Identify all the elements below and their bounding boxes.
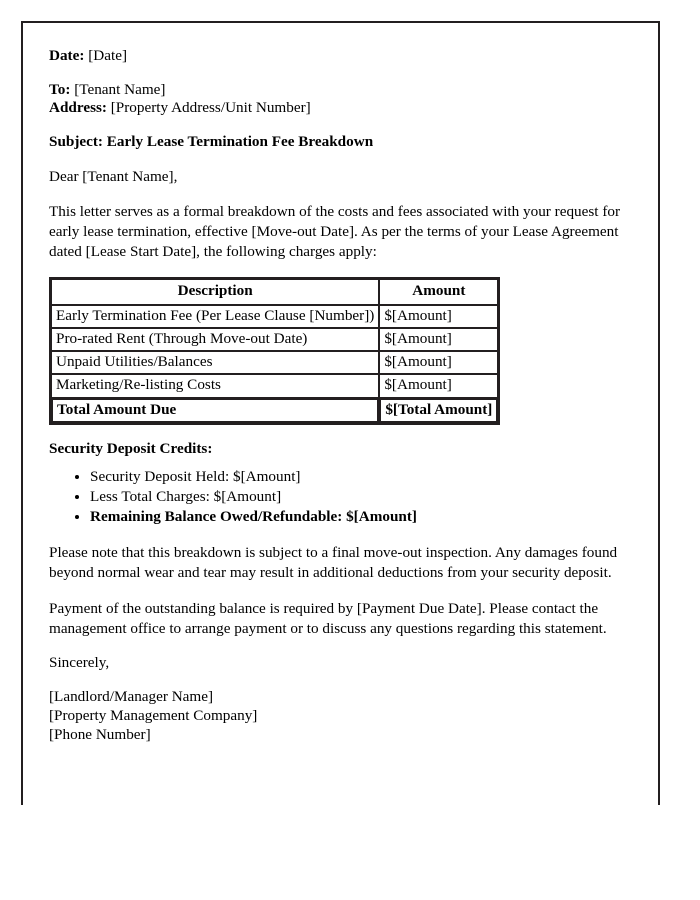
- signature-name: [Landlord/Manager Name]: [49, 687, 214, 705]
- total-label: Total Amount Due: [51, 398, 379, 423]
- charges-table: [49, 277, 500, 424]
- letter-document: [49, 47, 629, 744]
- recipient-block: [49, 81, 629, 117]
- table-row: [51, 351, 498, 374]
- table-row: [51, 374, 498, 397]
- table-header-row: [51, 279, 498, 304]
- deposit-section-heading: Security Deposit Credits:: [49, 439, 213, 457]
- deposit-credits-list: [49, 467, 629, 526]
- subject-line: Subject: Early Lease Termination Fee Breakdown: [49, 132, 374, 150]
- total-amount: $[Total Amount]: [379, 398, 498, 423]
- recipient-to-line: [49, 81, 629, 99]
- row-description: Early Termination Fee (Per Lease Clause [Number]): [51, 305, 379, 328]
- row-amount: $[Amount]: [379, 305, 498, 328]
- charges-table-body: [51, 305, 498, 423]
- closing-line: Sincerely,: [49, 653, 110, 671]
- salutation: Dear [Tenant Name],: [49, 167, 178, 185]
- to-label: To:: [49, 80, 71, 98]
- signature-block: [49, 688, 629, 745]
- row-description: Pro-rated Rent (Through Move-out Date): [51, 328, 379, 351]
- row-amount: $[Amount]: [379, 328, 498, 351]
- list-item: • Remaining Balance Owed/Refundable: $[Amount]: [90, 507, 629, 526]
- column-header-description: Description: [51, 279, 379, 304]
- table-row: [51, 328, 498, 351]
- row-amount: $[Amount]: [379, 374, 498, 397]
- list-item: • Security Deposit Held: $[Amount]: [90, 467, 629, 486]
- date-line: [49, 47, 629, 65]
- row-description: Marketing/Re-listing Costs: [51, 374, 379, 397]
- address-value: [Property Address/Unit Number]: [110, 98, 311, 116]
- inspection-paragraph: Please note that this breakdown is subject to a final move-out inspection. Any damages found beyond normal wear and tear may result in additional deductions from your security deposit.: [49, 544, 618, 582]
- signature-phone: [Phone Number]: [49, 725, 151, 743]
- payment-paragraph: Payment of the outstanding balance is required by [Payment Due Date]. Please contact the management office to arrange payment or to discuss any questions regarding this statement.: [49, 599, 607, 637]
- date-label: Date:: [49, 47, 85, 64]
- charges-table-head: [51, 279, 498, 304]
- signature-company: [Property Management Company]: [49, 706, 258, 724]
- row-amount: $[Amount]: [379, 351, 498, 374]
- recipient-address-line: [49, 99, 629, 117]
- intro-paragraph: This letter serves as a formal breakdown of the costs and fees associated with your request for early lease termination, effective [Move-out Date]. As per the terms of your Lease Agreement dated [Lease Start Date], the following charges apply:: [49, 202, 621, 261]
- list-item: • Less Total Charges: $[Amount]: [90, 487, 629, 506]
- date-value: [Date]: [88, 47, 128, 64]
- charges-table-wrapper: [49, 277, 629, 424]
- table-row: [51, 305, 498, 328]
- column-header-amount: Amount: [379, 279, 498, 304]
- to-value: [Tenant Name]: [74, 80, 166, 98]
- table-total-row: [51, 398, 498, 423]
- row-description: Unpaid Utilities/Balances: [51, 351, 379, 374]
- date-block: [49, 47, 629, 65]
- address-label: Address:: [49, 98, 107, 116]
